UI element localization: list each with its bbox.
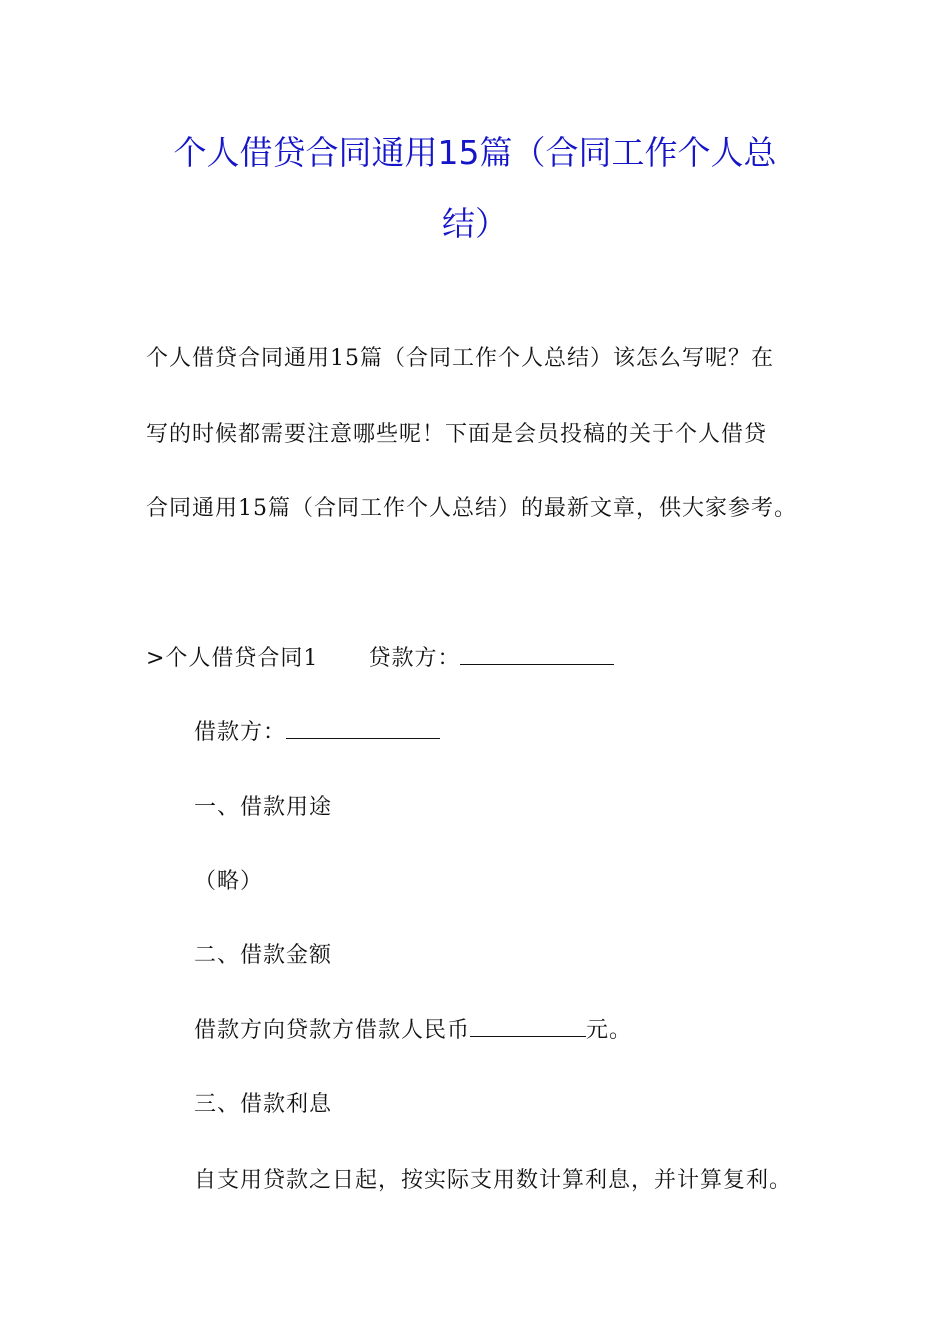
document-title-line-1: 个人借贷合同通用15篇（合同工作个人总 bbox=[173, 133, 777, 172]
borrower-label: 借款方： bbox=[194, 720, 287, 745]
intro-line-2: 写的时候都需要注意哪些呢！下面是会员投稿的关于个人借贷 bbox=[146, 422, 768, 447]
section-2-body bbox=[194, 1020, 632, 1042]
section-2-body-prefix: 借款方向贷款方借款人民币 bbox=[194, 1018, 471, 1043]
section-3-title: 三、借款利息 bbox=[194, 1092, 333, 1117]
intro-line-1: 个人借贷合同通用15篇（合同工作个人总结）该怎么写呢？在 bbox=[146, 346, 774, 371]
section-3-body: 自支用贷款之日起，按实际支用数计算利息，并计算复利。 bbox=[194, 1168, 793, 1193]
contract-heading: >个人借贷合同1 bbox=[146, 646, 319, 671]
lender-label: 贷款方： bbox=[368, 646, 461, 671]
section-1-body: （略） bbox=[194, 869, 264, 894]
borrower-row bbox=[194, 722, 440, 744]
borrower-blank bbox=[286, 722, 440, 739]
section-2-body-suffix: 元。 bbox=[586, 1018, 633, 1043]
intro-line-3: 合同通用15篇（合同工作个人总结）的最新文章，供大家参考。 bbox=[146, 496, 797, 521]
contract-heading-row bbox=[146, 648, 614, 670]
section-2-title: 二、借款金额 bbox=[194, 943, 333, 968]
section-1-title: 一、借款用途 bbox=[194, 795, 333, 820]
amount-blank bbox=[470, 1020, 586, 1037]
lender-blank bbox=[460, 648, 614, 665]
document-title-line-2: 结） bbox=[442, 204, 508, 243]
